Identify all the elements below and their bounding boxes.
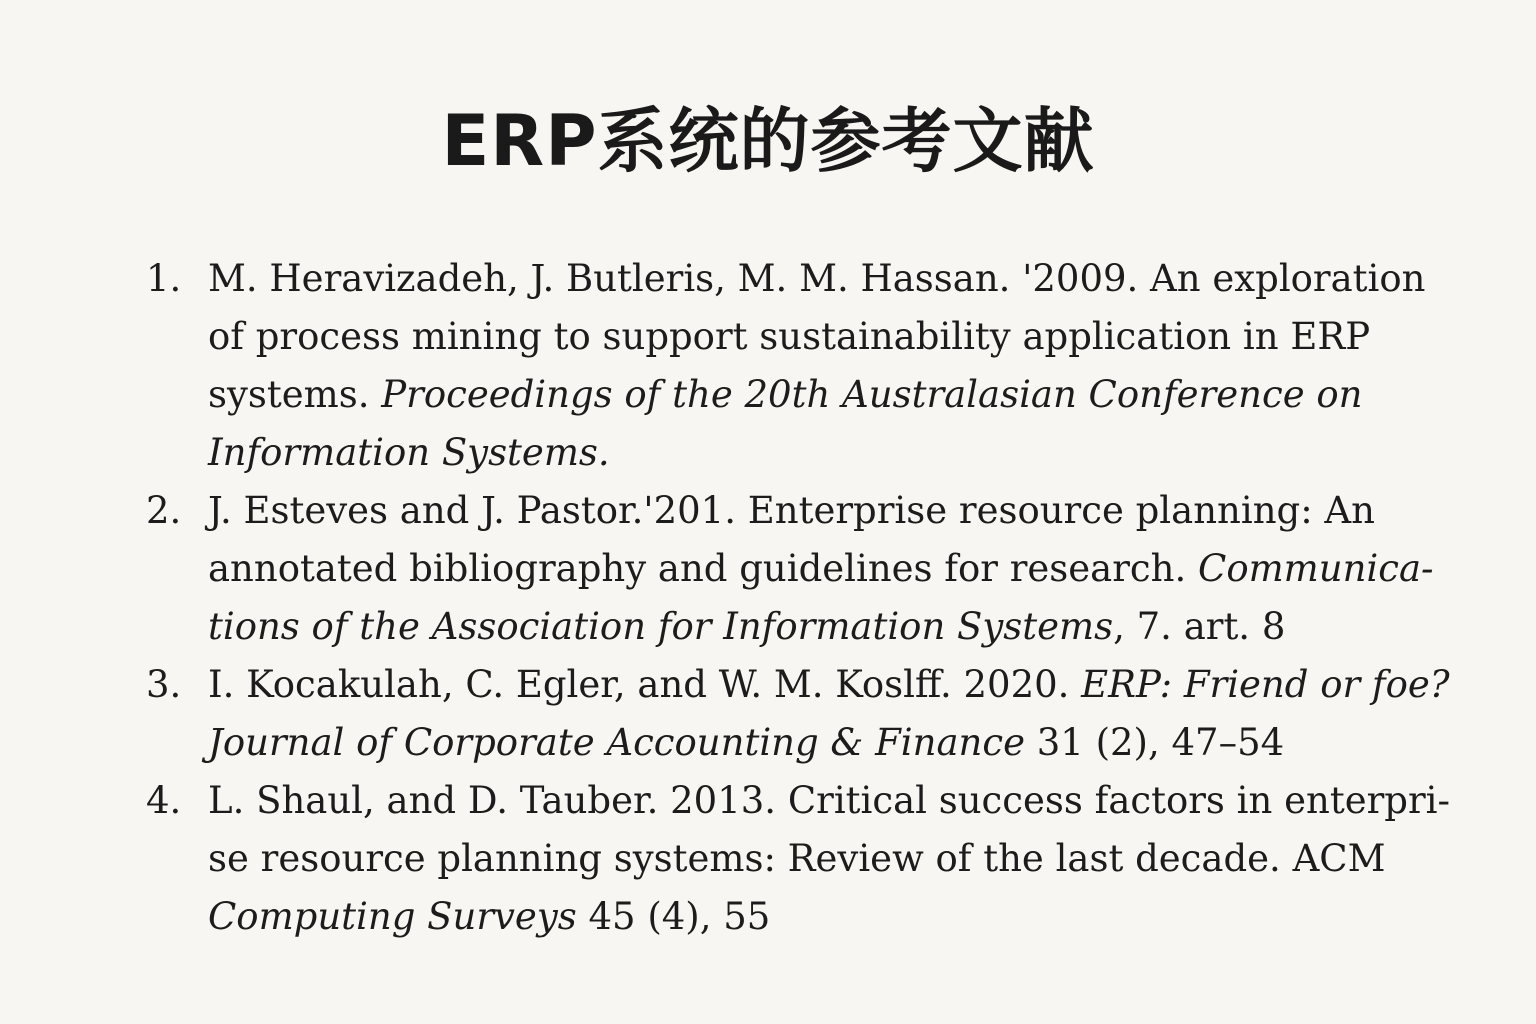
reference-text: systems. [208,373,382,416]
reference-text: , 7. art. 8 [1113,605,1286,648]
reference-line [208,424,1438,482]
reference-line [208,830,1438,888]
reference-line [208,656,1450,714]
reference-line [208,308,1438,366]
reference-line [208,714,1438,772]
reference-italic-text: Proceedings of the 20th Australasian Conference on [381,373,1363,416]
reference-text: of process mining to support sustainability application in ERP [208,315,1371,358]
reference-item [0,772,1450,946]
reference-line [208,598,1438,656]
page-title: ERP系统的参考文献 [441,100,1095,182]
reference-text: 45 (4), 55 [576,895,771,938]
reference-line [208,482,1438,540]
reference-item [0,656,1450,772]
reference-italic-text: Information Systems. [208,431,610,474]
reference-italic-text: Communica- [1198,547,1434,590]
reference-number: 1. [146,257,182,300]
reference-line [208,250,1438,308]
reference-text: 31 (2), 47–54 [1024,721,1285,764]
reference-number: 2. [146,489,182,532]
reference-item [0,482,1438,656]
reference-list [0,250,1536,946]
reference-italic-text: ERP: Friend or foe? [1081,663,1450,706]
reference-text: I. Kocakulah, C. Egler, and W. M. Koslff. 2020. [208,663,1082,706]
reference-text: se resource planning systems: Review of the last decade. ACM [208,837,1386,880]
reference-number: 4. [146,779,182,822]
reference-item [0,250,1438,482]
reference-text: annotated bibliography and guidelines for research. [208,547,1199,590]
reference-line [208,540,1438,598]
reference-line [208,772,1450,830]
reference-line [208,366,1438,424]
reference-text: L. Shaul, and D. Tauber. 2013. Critical success factors in enterpri- [208,779,1450,822]
reference-italic-text: tions of the Association for Information Systems [208,605,1114,648]
reference-text: J. Esteves and J. Pastor.'201. Enterprise resource planning: An [208,489,1375,532]
reference-text: M. Heravizadeh, J. Butleris, M. M. Hassan. '2009. An exploration [208,257,1426,300]
reference-italic-text: Journal of Corporate Accounting & Finance [208,721,1025,764]
reference-number: 3. [146,663,182,706]
reference-line [208,888,1438,946]
reference-italic-text: Computing Surveys [208,895,577,938]
